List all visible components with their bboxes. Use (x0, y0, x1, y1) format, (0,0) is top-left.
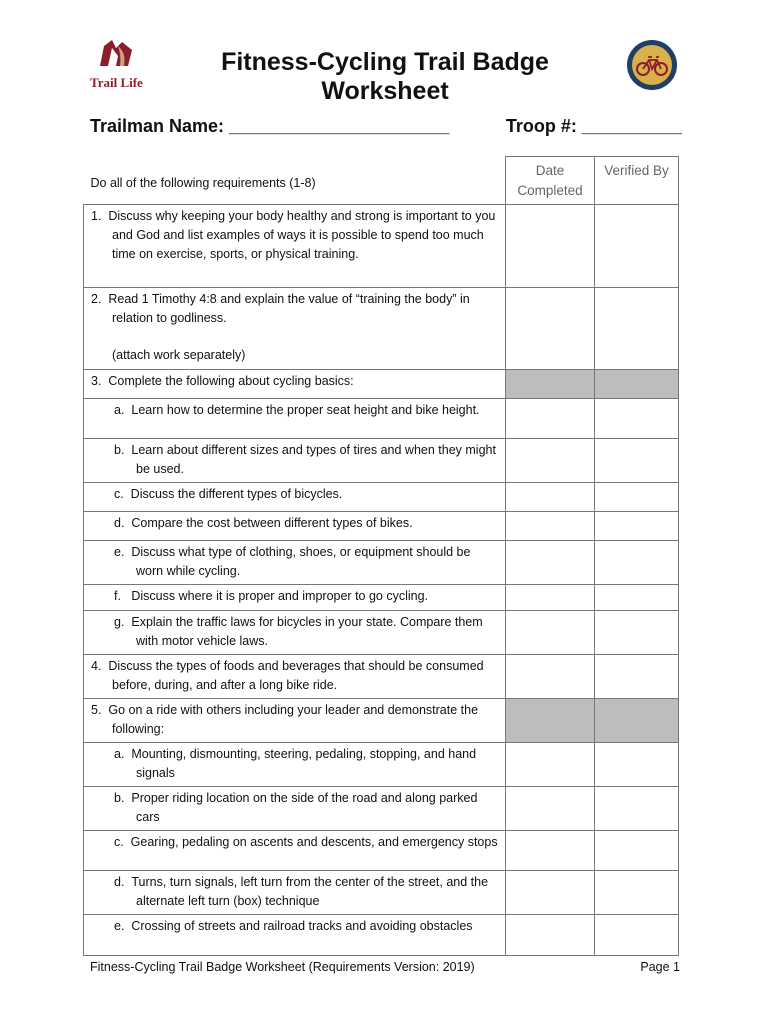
requirement-text: 5. Go on a ride with others including your leader and demonstrate the following: (84, 699, 506, 743)
page-number: Page 1 (640, 960, 680, 974)
verified-cell[interactable] (594, 915, 678, 956)
requirement-text: g. Explain the traffic laws for bicycles in your state. Compare them with motor vehicle laws. (84, 611, 506, 655)
date-cell[interactable] (506, 655, 595, 699)
verified-cell[interactable] (594, 585, 678, 611)
table-row (84, 399, 679, 439)
date-cell-shaded (506, 370, 595, 399)
date-completed-header: Date Completed (506, 157, 595, 205)
verified-cell-shaded (594, 699, 678, 743)
table-row (84, 585, 679, 611)
requirement-text: e. Discuss what type of clothing, shoes, or equipment should be worn while cycling. (84, 541, 506, 585)
requirement-text: d. Turns, turn signals, left turn from the center of the street, and the alternate left turn (box) technique (84, 871, 506, 915)
requirement-text: 4. Discuss the types of foods and beverages that should be consumed before, during, and after a long bike ride. (84, 655, 506, 699)
requirement-text: e. Crossing of streets and railroad tracks and avoiding obstacles (84, 915, 506, 956)
verified-cell[interactable] (594, 787, 678, 831)
requirement-text: b. Learn about different sizes and types of tires and when they might be used. (84, 439, 506, 483)
verified-cell[interactable] (594, 655, 678, 699)
attach-note: (attach work separately) (112, 348, 246, 362)
requirement-cell (84, 288, 506, 370)
requirements-intro: Do all of the following requirements (1-8) (84, 157, 506, 205)
verified-cell[interactable] (594, 871, 678, 915)
requirement-text: c. Discuss the different types of bicycles. (84, 483, 506, 512)
table-row (84, 611, 679, 655)
date-cell[interactable] (506, 831, 595, 871)
requirements-table (83, 156, 679, 956)
requirement-text: a. Mounting, dismounting, steering, pedaling, stopping, and hand signals (84, 743, 506, 787)
logo-text: Trail Life (90, 75, 143, 90)
verified-cell[interactable] (594, 288, 678, 370)
requirement-text: 1. Discuss why keeping your body healthy and strong is important to you and God and list examples of ways it is possible to spend too much time on exercise, sports, or physical training. (84, 205, 506, 288)
trailman-name-field[interactable]: Trailman Name: ______________________ (90, 116, 450, 136)
table-row (84, 512, 679, 541)
table-row (84, 370, 679, 399)
verified-cell[interactable] (594, 439, 678, 483)
requirement-text: 2. Read 1 Timothy 4:8 and explain the value of “training the body” in relation to godliness. (91, 292, 470, 325)
table-row (84, 831, 679, 871)
table-row (84, 439, 679, 483)
verified-by-header: Verified By (594, 157, 678, 205)
footer-title: Fitness-Cycling Trail Badge Worksheet (Requirements Version: 2019) (90, 960, 475, 974)
date-cell[interactable] (506, 915, 595, 956)
page-title: Fitness-Cycling Trail Badge Worksheet (221, 48, 549, 105)
verified-cell[interactable] (594, 743, 678, 787)
verified-cell[interactable] (594, 512, 678, 541)
date-cell[interactable] (506, 205, 595, 288)
table-header-row (84, 157, 679, 205)
date-cell[interactable] (506, 399, 595, 439)
date-cell[interactable] (506, 512, 595, 541)
date-cell[interactable] (506, 743, 595, 787)
date-cell[interactable] (506, 611, 595, 655)
requirement-text: 3. Complete the following about cycling basics: (84, 370, 506, 399)
troop-number-field[interactable]: Troop #: __________ (505, 116, 682, 136)
table-row (84, 288, 679, 370)
requirement-text: f. Discuss where it is proper and improper to go cycling. (84, 585, 506, 611)
verified-cell[interactable] (594, 541, 678, 585)
date-cell-shaded (506, 699, 595, 743)
date-cell[interactable] (506, 541, 595, 585)
table-row (84, 483, 679, 512)
verified-cell[interactable] (594, 611, 678, 655)
date-cell[interactable] (506, 439, 595, 483)
table-row (84, 541, 679, 585)
table-row (84, 655, 679, 699)
requirement-text: a. Learn how to determine the proper seat height and bike height. (84, 399, 506, 439)
requirement-text: d. Compare the cost between different types of bikes. (84, 512, 506, 541)
table-row (84, 787, 679, 831)
date-cell[interactable] (506, 585, 595, 611)
date-cell[interactable] (506, 871, 595, 915)
page-footer (90, 960, 680, 974)
table-row (84, 699, 679, 743)
verified-cell-shaded (594, 370, 678, 399)
requirement-text: b. Proper riding location on the side of the road and along parked cars (84, 787, 506, 831)
cycling-badge-icon (626, 39, 678, 91)
verified-cell[interactable] (594, 831, 678, 871)
table-row (84, 871, 679, 915)
date-cell[interactable] (506, 787, 595, 831)
name-row (90, 116, 682, 137)
verified-cell[interactable] (594, 205, 678, 288)
table-row (84, 743, 679, 787)
table-row (84, 205, 679, 288)
date-cell[interactable] (506, 483, 595, 512)
verified-cell[interactable] (594, 399, 678, 439)
date-cell[interactable] (506, 288, 595, 370)
requirement-text: c. Gearing, pedaling on ascents and descents, and emergency stops (84, 831, 506, 871)
table-row (84, 915, 679, 956)
verified-cell[interactable] (594, 483, 678, 512)
